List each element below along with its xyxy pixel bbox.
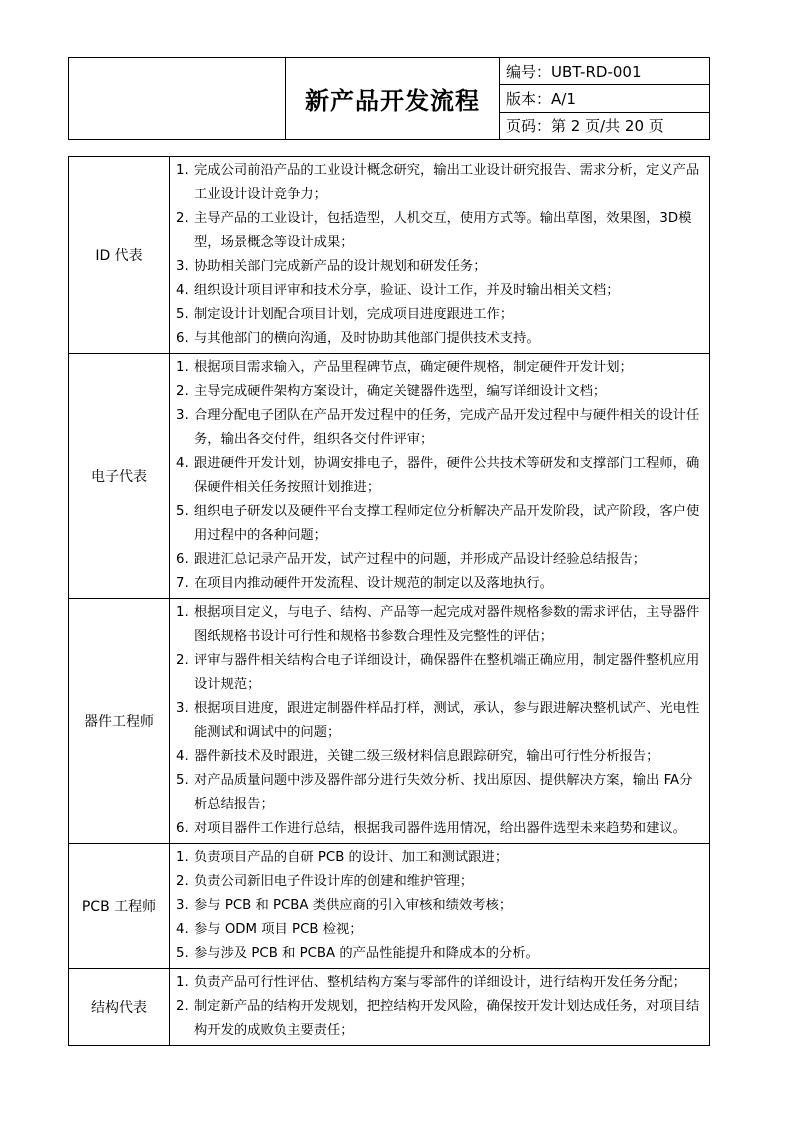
list-item-text: 制定新产品的结构开发规划，把控结构开发风险，确保按开发计划达成任务，对项目结构开发的成败负主要责任；: [194, 999, 700, 1038]
list-item-text: 根据项目需求输入，产品里程碑节点，确定硬件规格，制定硬件开发计划；: [194, 360, 633, 375]
list-item: [176, 894, 705, 918]
list-item-text: 完成公司前沿产品的工业设计概念研究，输出工业设计研究报告、需求分析，定义产品工业设计设计竞争力；: [194, 163, 700, 202]
duties-cell: [170, 844, 710, 969]
list-item-text: 负责项目产品的自研 PCB 的设计、加工和测试跟进；: [194, 850, 509, 865]
responsibility-table: [68, 156, 710, 1046]
list-item-text: 参与 PCB 和 PCBA 类供应商的引入审核和绩效考核；: [194, 898, 513, 913]
list-item-number: 4.: [176, 283, 189, 298]
list-item: [176, 846, 705, 870]
list-item-text: 根据项目进度，跟进定制器件样品打样，测试，承认，参与跟进解决整机试产、光电性能测试和调试中的问题；: [194, 701, 700, 740]
logo-cell: [69, 58, 286, 139]
document-meta: [500, 58, 709, 139]
list-item-text: 对产品质量问题中涉及器件部分进行失效分析、找出原因、提供解决方案，输出 FA分析总结报告；: [194, 773, 693, 812]
list-item: [176, 159, 705, 207]
list-item: [176, 404, 705, 452]
list-item-text: 主导产品的工业设计，包括造型，人机交互，使用方式等。输出草图，效果图，3D模型，场景概念等设计成果；: [194, 211, 692, 250]
role-cell: ID 代表: [69, 157, 170, 354]
duty-list: [176, 971, 705, 1043]
role-cell: 器件工程师: [69, 599, 170, 844]
list-item-number: 2.: [176, 653, 189, 668]
list-item-text: 评审与器件相关结构合电子详细设计，确保器件在整机端正确应用，制定器件整机应用设计规范；: [194, 653, 700, 692]
list-item: [176, 452, 705, 500]
list-item-number: 6.: [176, 552, 189, 567]
list-item-number: 1.: [176, 360, 189, 375]
list-item: [176, 548, 705, 572]
table-row: [69, 844, 710, 969]
list-item-text: 负责公司新旧电子件设计库的创建和维护管理；: [194, 874, 474, 889]
table-row: [69, 354, 710, 599]
list-item: [176, 995, 705, 1043]
list-item-number: 3.: [176, 259, 189, 274]
list-item-number: 5.: [176, 504, 189, 519]
table-row: [69, 969, 710, 1046]
role-cell: 结构代表: [69, 969, 170, 1046]
list-item-number: 3.: [176, 701, 189, 716]
list-item: [176, 380, 705, 404]
doc-version: 版本：A/1: [500, 85, 709, 112]
list-item: [176, 870, 705, 894]
duty-list: [176, 846, 705, 966]
list-item-text: 制定设计计划配合项目计划，完成项目进度跟进工作；: [194, 307, 514, 322]
list-item: [176, 207, 705, 255]
doc-page: 页码：第 2 页/共 20 页: [506, 117, 664, 136]
table-row: [69, 157, 710, 354]
list-item-text: 参与涉及 PCB 和 PCBA 的产品性能提升和降成本的分析。: [194, 946, 539, 961]
list-item-text: 组织设计项目评审和技术分享，验证、设计工作，并及时输出相关文档；: [194, 283, 620, 298]
list-item-text: 根据项目定义，与电子、结构、产品等一起完成对器件规格参数的需求评估，主导器件图纸规格书设计可行性和规格书参数合理性及完整性的评估；: [194, 605, 700, 644]
list-item-number: 2.: [176, 211, 189, 226]
list-item-text: 器件新技术及时跟进，关键二级三级材料信息跟踪研究，输出可行性分析报告；: [194, 749, 660, 764]
list-item: [176, 649, 705, 697]
list-item-text: 对项目器件工作进行总结，根据我司器件选用情况，给出器件选型未来趋势和建议。: [194, 821, 686, 836]
list-item-number: 7.: [176, 576, 189, 591]
list-item: [176, 601, 705, 649]
duties-cell: [170, 969, 710, 1046]
list-item-number: 5.: [176, 946, 189, 961]
list-item-number: 1.: [176, 605, 189, 620]
list-item: [176, 971, 705, 995]
list-item: [176, 255, 705, 279]
doc-number: 编号：UBT-RD-001: [500, 58, 709, 85]
list-item-number: 6.: [176, 821, 189, 836]
list-item: [176, 918, 705, 942]
list-item: [176, 279, 705, 303]
document-header: [68, 57, 710, 140]
list-item-text: 组织电子研发以及硬件平台支撑工程师定位分析解决产品开发阶段，试产阶段，客户使用过程中的各种问题；: [194, 504, 700, 543]
list-item-number: 6.: [176, 331, 189, 346]
list-item-text: 在项目内推动硬件开发流程、设计规范的制定以及落地执行。: [194, 576, 554, 591]
list-item-text: 参与 ODM 项目 PCB 检视；: [194, 922, 363, 937]
list-item-number: 3.: [176, 408, 189, 423]
list-item-number: 4.: [176, 749, 189, 764]
list-item-number: 5.: [176, 773, 189, 788]
list-item: [176, 769, 705, 817]
list-item-text: 跟进硬件开发计划，协调安排电子，器件，硬件公共技术等研发和支撑部门工程师，确保硬件相关任务按照计划推进；: [194, 456, 700, 495]
role-cell: 电子代表: [69, 354, 170, 599]
duties-cell: [170, 599, 710, 844]
list-item-number: 2.: [176, 384, 189, 399]
list-item-number: 1.: [176, 975, 189, 990]
duty-list: [176, 356, 705, 596]
list-item-number: 1.: [176, 163, 189, 178]
list-item-text: 与其他部门的横向沟通，及时协助其他部门提供技术支持。: [194, 331, 540, 346]
list-item-number: 3.: [176, 898, 189, 913]
list-item: [176, 500, 705, 548]
list-item-number: 2.: [176, 999, 189, 1014]
list-item-number: 4.: [176, 922, 189, 937]
list-item-number: 2.: [176, 874, 189, 889]
list-item-text: 协助相关部门完成新产品的设计规划和研发任务；: [194, 259, 487, 274]
duties-cell: [170, 354, 710, 599]
list-item: [176, 303, 705, 327]
list-item-number: 5.: [176, 307, 189, 322]
list-item: [176, 572, 705, 596]
list-item: [176, 745, 705, 769]
list-item: [176, 327, 705, 351]
list-item-text: 负责产品可行性评估、整机结构方案与零部件的详细设计，进行结构开发任务分配；: [194, 975, 686, 990]
duties-cell: [170, 157, 710, 354]
list-item-number: 4.: [176, 456, 189, 471]
list-item-text: 跟进汇总记录产品开发，试产过程中的问题，并形成产品设计经验总结报告；: [194, 552, 647, 567]
list-item: [176, 697, 705, 745]
list-item-number: 1.: [176, 850, 189, 865]
role-cell: PCB 工程师: [69, 844, 170, 969]
list-item: [176, 942, 705, 966]
list-item: [176, 817, 705, 841]
duty-list: [176, 601, 705, 841]
document-title: 新产品开发流程: [286, 58, 500, 139]
list-item-text: 主导完成硬件架构方案设计，确定关键器件选型，编写详细设计文档；: [194, 384, 607, 399]
duty-list: [176, 159, 705, 351]
table-row: [69, 599, 710, 844]
list-item-text: 合理分配电子团队在产品开发过程中的任务，完成产品开发过程中与硬件相关的设计任务，输出各交付件，组织各交付件评审；: [194, 408, 700, 447]
list-item: [176, 356, 705, 380]
